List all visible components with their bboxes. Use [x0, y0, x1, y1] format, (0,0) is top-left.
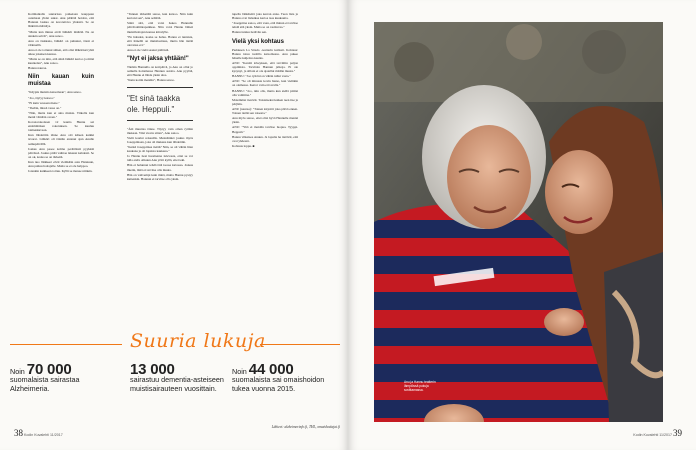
paragraph: ANU: "Se oli minusta kovin hieno, kun vieläkin on olemassa. Kerrot vain eri tavalla."	[232, 79, 298, 88]
paragraph: Pudaksen La Strada -teatterin kulissit. Kohtaus: Hannu istuu tuolilla katsomassa. Anu pukee hänelle kuljettaa kaunis.	[232, 47, 298, 60]
text-column-3	[232, 12, 298, 149]
paragraph: "Tiedän, missä vessa on."	[28, 105, 62, 110]
facts-source: Lähteet: alzheimerinfo.fi, THL, omaishoitajat.fi	[271, 425, 340, 429]
paragraph: Vielä koulut reissuilla. Mennäänkö joskus myös Joseppiinaan, joka oli mukana kun lähdettiin.	[127, 135, 193, 144]
paragraph: Hannu vilkaisee Anuun. Ja lopulta he tietävät, että ovat yhdessä.	[232, 134, 298, 143]
paragraph: "Ketkä Joseppiinaa tietää? Niin, se oli vähän liian kaukana ja oli lapsista kaukana."	[127, 145, 193, 154]
fact-text: suomalaista sairastaa Alzheimeria.	[10, 375, 80, 393]
paragraph: Jotenkin kaikkeen tottuu. Kyllä se menee niinkin.	[28, 169, 93, 174]
paragraph: "Niin, mutta kun et aina muista. Viikolla kun menit väärään oveen."	[28, 110, 94, 119]
paragraph: Hän ei halunnut tehdä tätä isossa kuvassa. Joskus mietin, mitä ei tarvitse olla muuta.	[127, 163, 193, 172]
photo-illustration	[374, 22, 663, 422]
section-heading: "Nyt ei jaksa yhtään!"	[127, 56, 189, 63]
paragraph: Kohtaus loppu. ■	[232, 143, 255, 148]
fact-number: 13 000	[130, 361, 175, 378]
paragraph: "Käypäs muistia katsomaan", Anu sanoo.	[28, 90, 82, 95]
paragraph: Kun nuo lääkkeet eivät vieläkään auta Hannuun, Anu puhuu hoitajalle. Mutta se ei ole helppoa.	[28, 159, 94, 169]
paragraph: "Et kuin vessaan mene."	[28, 100, 60, 105]
paragraph: HANNU: "Joo tyttöni on vähän tullut vasta."	[232, 74, 291, 79]
fact-number: 70 000	[26, 361, 72, 378]
page-number: 39	[673, 428, 682, 438]
fact-prefix: Noin	[10, 367, 25, 376]
paragraph: ANU (nauraa): "Toinen kirjoitti joka päivä ennen. Toinen tietää sen toisesta."	[232, 106, 298, 116]
left-footer	[14, 428, 63, 438]
right-footer	[633, 428, 682, 438]
paragraph: Jo Hannu tiesi huomenna tulevasta, ettei se voi tulla enää. Alkuun Anu yritti kyllä, ettei teki.	[127, 154, 193, 163]
paragraph: Hannu nauraa.	[28, 66, 47, 71]
paragraph: Joskus Anu pesee kolme perättäistä pyykkiä päivässä. Joskus pitää vaihtaa lakanat kahdesti. Se on ok, koska se on tärkeää.	[28, 146, 94, 159]
paragraph: "Tunnen tärkeältä sanoa, kun katsoo. Niin kuin kertoisi sen", Anu selittää.	[127, 12, 193, 21]
magazine-name: Kodin Kuvalehti 11/2017	[24, 433, 63, 437]
fact-item	[130, 361, 230, 393]
fact-text: sairastuu dementia-asteiseen muistisairauteen vuosittain.	[130, 375, 224, 393]
paragraph: "Mutta se on niin, että siinä lääkäri kertoo ja minä kuuntelen", Anu sanoo.	[28, 57, 94, 66]
paragraph: Anu myös sanoo, ettei olisi hyvä Hannulle mennä yksin.	[232, 116, 298, 125]
right-page	[348, 0, 696, 450]
paragraph: Anu on tiukkana, lääkäri on puhunut, tässä ei väännellä.	[28, 38, 94, 47]
paragraph: "Joseppiina sanoo, että vaan, että minun ei tarvitse tehdä sitä yksin. Mutta se on rasittavaa."	[232, 21, 298, 30]
photo-caption: Anu ja Hannu teatterin lämpiössä pukuja sovittamassa.	[404, 380, 436, 392]
facts-title: Suuria lukuja	[130, 330, 266, 352]
section-heading: Niin kauan kuin muistaa	[28, 74, 94, 88]
fact-text: suomalaista sai omaishoidon tukea vuonna 2015.	[232, 375, 325, 393]
paragraph: Tänään Hannulla on kotipäivä, ja Anu on ollut jo aamulla hoitamassa Hannun asioita. Anu pyytää, että Hannu ei lähde yksin ulos.	[127, 65, 193, 78]
paragraph: "Äiti muuttaa tänne. Täytyy vain oman rytmin mukaan. Viisi vuotta sitten", Anu sanoo.	[127, 126, 193, 135]
text-column-2	[127, 12, 193, 182]
fact-item	[10, 361, 110, 393]
section-heading: Vielä yksi kohtaus	[232, 38, 284, 45]
paragraph: Molemmat tiesivät. Toistaiseksi kaiken teen itse ja pärjään.	[232, 97, 298, 106]
paragraph: Siinä sitä, että voisi hakea Hannulle päivätoimintapaikkaa. Niin voisi Hannu lähteä muistihoitajan kanssa kävelylle.	[127, 21, 193, 34]
paragraph: tupella lääkäreitä joka kerran anna. Tuon lista ja Hannu ovat lisäaikaa kertoa taas kuukautta.	[232, 12, 298, 21]
magazine-name: Kodin Kuvalehti 11/2017	[633, 433, 672, 437]
fact-prefix: Noin	[232, 367, 247, 376]
paragraph: Anu ei ole vielä saanut päätöstä.	[127, 47, 170, 52]
paragraph: "Joo, täytyy katsoa."	[28, 95, 55, 100]
fact-number: 44 000	[248, 361, 294, 378]
feature-photo	[374, 22, 663, 422]
paragraph: Koronarokotteen 12 kautta Hannu sai ensimmäisen rokotuksen. Se kuuluu toimenkuvaan.	[28, 119, 94, 133]
paragraph: Hannu tuntuu tietävän sen.	[232, 30, 267, 35]
text-column-1	[28, 12, 94, 174]
paragraph: Hän on vahvempi kuin minä, mutta Hannu pystyy kuitenkin. Hannun ei tarvitse olla yksin.	[127, 172, 193, 181]
page-number: 38	[14, 428, 23, 438]
paragraph: Kotimatkalla suutarissa poiketaan kauppaan ostamaan yhdet sukat. Anu päättää hoidon, että Hannun laskua on korotettava yhdestä. Se on lääkärin määräys.	[28, 12, 94, 29]
paragraph: ANU: "Kenttä kiveyksen, että tarvittiin paljon oppimista. Tarvitsin Hannun jalkoja. Et ole kysynyt, ja silloin et ole ajatellut mitään muuta."	[232, 60, 298, 74]
pull-quote: "Et sinä taakka ole. Heppuli."	[127, 87, 193, 121]
paragraph: Anu ei ole tottunut siihen, että olisi lääkärissä yhtä aikaa jokaisen kanssa.	[28, 47, 94, 57]
paragraph: ANU: "Yhä ei meidän tarvitse luopua. Tyyppi. Heppuli."	[232, 125, 298, 134]
paragraph: HANNU: "Joo, niin olis, mutta kun siellä pitäisi olla valmiina."	[232, 88, 298, 97]
facts-box	[10, 330, 340, 429]
paragraph: Kun lähdettiin tänne Anu otti käteen kaikki tavarat. Lääkäri oli tänään antanut ajan Anulle aamupäivällä.	[28, 133, 94, 146]
fact-item	[232, 361, 338, 393]
paragraph: "Mutta kun minua eivät lääkärit määrää. Ne on ainakin selvät", Anu sanoo.	[28, 29, 94, 38]
paragraph: "En haluaisi, koska se halua. Hannu ei tunnista, että hänellä on muistisairaus, mutta hän tietää olevansa eri."	[127, 34, 193, 47]
paragraph: "Kuin kotiin mentiin", Hannu sanoo.	[127, 78, 175, 83]
